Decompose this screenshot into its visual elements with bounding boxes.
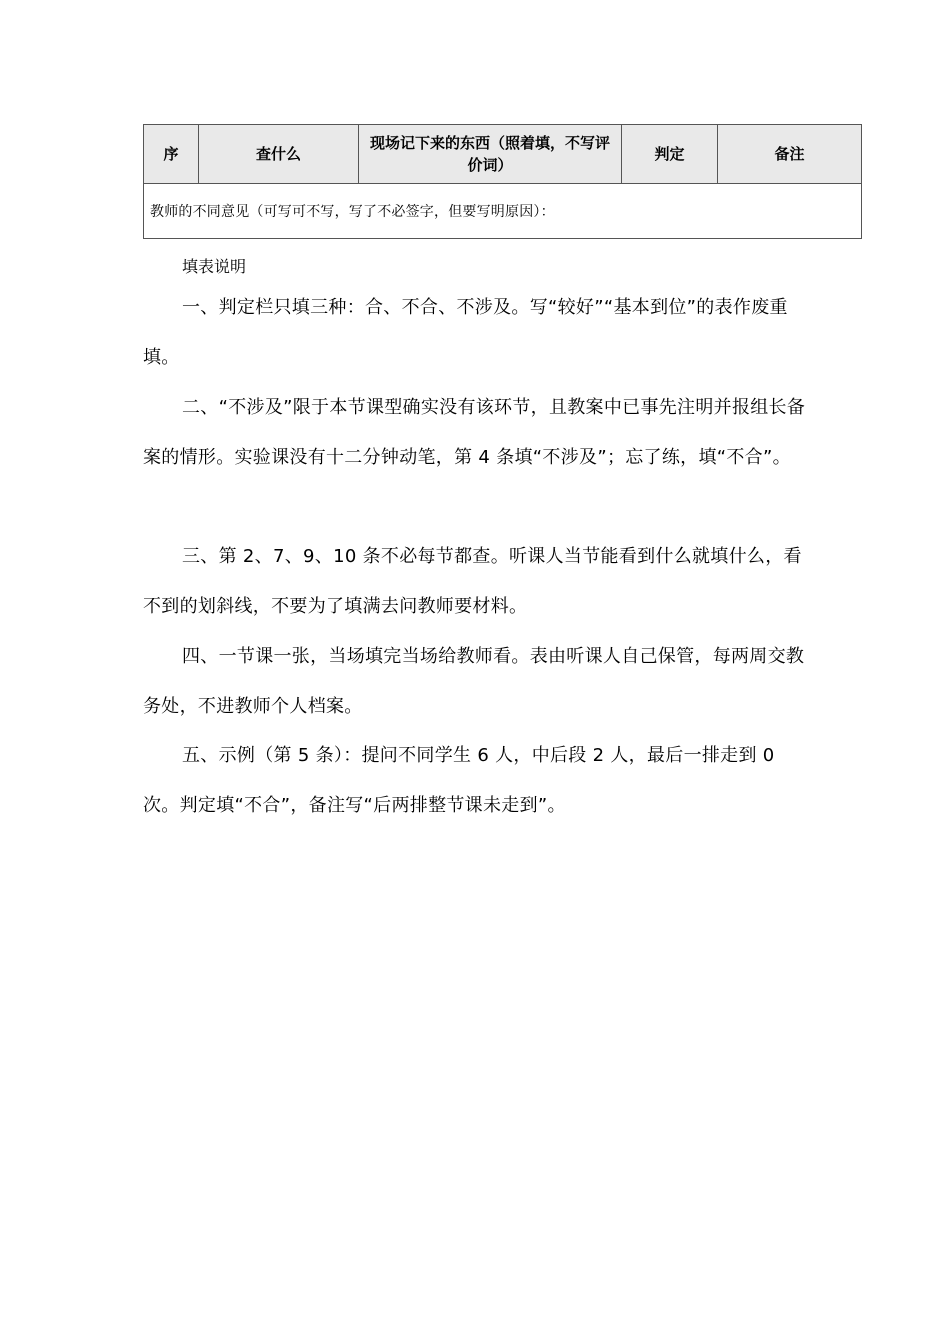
note-paragraph-1: 一、判定栏只填三种：合、不合、不涉及。写“较好”“基本到位”的表作废重填。 — [143, 297, 788, 368]
note-paragraph-3: 三、第 2、7、9、10 条不必每节都查。听课人当节能看到什么就填什么，看不到的划斜线，不要为了填满去问教师要材料。 — [143, 546, 802, 617]
teacher-opinion-cell: 教师的不同意见（可写可不写，写了不必签字，但要写明原因）： — [144, 184, 862, 239]
header-what: 查什么 — [199, 125, 359, 184]
table-header-row — [144, 125, 862, 184]
observation-form-table — [143, 124, 862, 239]
note-paragraph-5: 五、示例（第 5 条）：提问不同学生 6 人，中后段 2 人，最后一排走到 0 次。判定填“不合”，备注写“后两排整节课未走到”。 — [143, 745, 775, 816]
teacher-opinion-row — [144, 184, 862, 239]
note-paragraph-2: 二、“不涉及”限于本节课型确实没有该环节，且教案中已事先注明并报组长备案的情形。实验课没有十二分钟动笔，第 4 条填“不涉及”；忘了练，填“不合”。 — [143, 397, 806, 468]
note-paragraph-4: 四、一节课一张，当场填完当场给教师看。表由听课人自己保管，每两周交教务处，不进教师个人档案。 — [143, 646, 805, 717]
header-remark: 备注 — [718, 125, 862, 184]
header-seq: 序 — [144, 125, 199, 184]
notes-title: 填表说明 — [182, 257, 247, 276]
header-judge: 判定 — [622, 125, 718, 184]
header-record: 现场记下来的东西（照着填，不写评价词） — [359, 125, 622, 184]
